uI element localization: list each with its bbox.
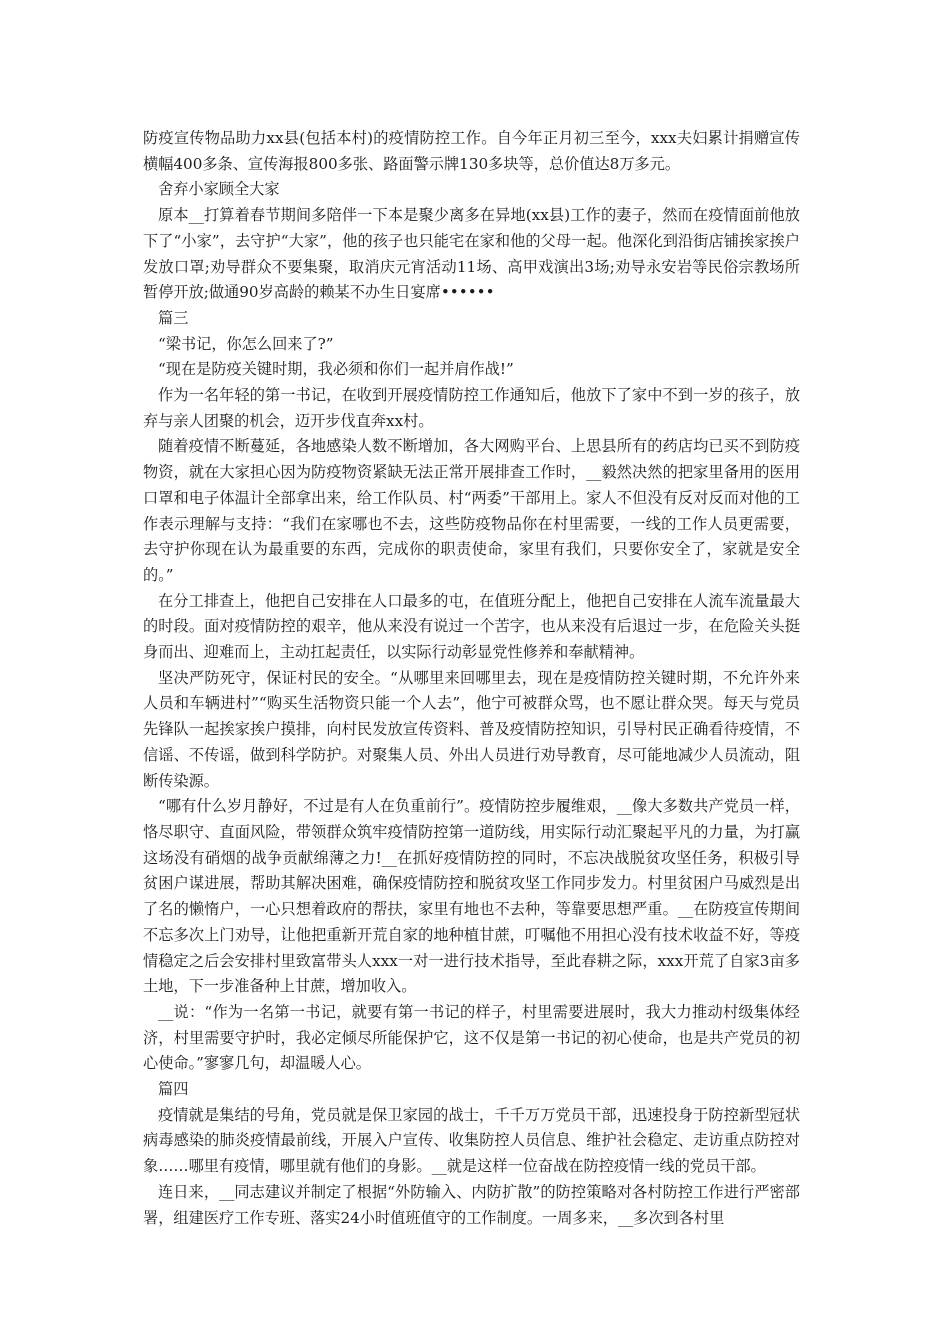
paragraph: 疫情就是集结的号角，党员就是保卫家园的战士，千千万万党员干部，迅速投身于防控新型冠状病毒感染的肺炎疫情最前线，开展入户宣传、收集防控人员信息、维护社会稳定、走访重点防控对象……哪里有疫情，哪里就有他们的身影。__就是这样一位奋战在防控疫情一线的党员干部。: [143, 1105, 800, 1176]
paragraph: 随着疫情不断蔓延，各地感染人数不断增加，各大网购平台、上思县所有的药店均已买不到防疫物资，就在大家担心因为防疫物资紧缺无法正常开展排查工作时，__毅然决然的把家里备用的医用口罩和电子体温计全部拿出来，给工作队员、村“两委”干部用上。家人不但没有反对反而对他的工作表示理解与支持：“我们在家哪也不去，这些防疫物品你在村里需要，一线的工作人员更需要，去守护你现在认为最重要的东西，完成你的职责使命，家里有我们，只要你安全了，家就是安全的。”: [143, 437, 800, 584]
paragraph: 在分工排查上，他把自己安排在人口最多的屯，在值班分配上，他把自己安排在人流车流量最大的时段。面对疫情防控的艰辛，他从来没有说过一个苦字，也从来没有后退过一步，在危险关头挺身而出、迎难而上，主动扛起责任，以实际行动彰显党性修养和奉献精神。: [143, 591, 800, 662]
section-heading-pian-si: 篇四: [158, 1080, 189, 1099]
quote-line: “梁书记，你怎么回来了?”: [158, 334, 334, 353]
section-heading-pian-san: 篇三: [158, 308, 189, 327]
paragraph: __说：“作为一名第一书记，就要有第一书记的样子，村里需要进展时，我大力推动村级集体经济，村里需要守护时，我必定倾尽所能保护它，这不仅是第一书记的初心使命，也是共产党员的初心使命。”寥寥几句，却温暖人心。: [143, 1002, 800, 1073]
paragraph: 连日来，__同志建议并制定了根据“外防输入、内防扩散”的防控策略对各村防控工作进行严密部署，组建医疗工作专班、落实24小时值班值守的工作制度。一周多来，__多次到各村里: [143, 1182, 800, 1227]
quote-line: “现在是防疫关键时期，我必须和你们一起并肩作战!”: [158, 360, 514, 379]
paragraph: 防疫宣传物品助力xx县(包括本村)的疫情防控工作。自今年正月初三至今，xxx夫妇累计捐赠宣传横幅400多条、宣传海报800多张、路面警示牌130多块等，总价值达8万多元。: [143, 129, 800, 173]
paragraph: 作为一名年轻的第一书记，在收到开展疫情防控工作通知后，他放下了家中不到一岁的孩子，放弃与亲人团聚的机会，迈开步伐直奔xx村。: [143, 386, 800, 430]
paragraph: “哪有什么岁月静好，不过是有人在负重前行”。疫情防控步履维艰，__像大多数共产党员一样，恪尽职守、直面风险，带领群众筑牢疫情防控第一道防线，用实际行动汇聚起平凡的力量，为打赢这场没有硝烟的战争贡献绵薄之力!__在抓好疫情防控的同时，不忘决战脱贫攻坚任务，积极引导贫困户谋进展，帮助其解决困难，确保疫情防控和脱贫攻坚工作同步发力。村里贫困户马威烈是出了名的懒惰户，一心只想着政府的帮扶，家里有地也不去种，等靠要思想严重。__在防疫宣传期间不忘多次上门劝导，让他把重新开荒自家的地种植甘蔗，叮嘱他不用担心没有技术收益不好，等疫情稳定之后会安排村里致富带头人xxx一对一进行技术指导，至此春耕之际，xxx开荒了自家3亩多土地，下一步准备种上甘蔗，增加收入。: [143, 797, 800, 996]
paragraph: 原本__打算着春节期间多陪伴一下本是聚少离多在异地(xx县)工作的妻子，然而在疫情面前他放下了“小家”，去守护“大家”，他的孩子也只能宅在家和他的父母一起。他深化到沿街店铺挨家挨户发放口罩;劝导群众不要集聚，取消庆元宵活动11场、高甲戏演出3场;劝导永安岩等民俗宗教场所暂停开放;做通90岁高龄的赖某不办生日宴席••••••: [143, 206, 800, 302]
paragraph: 坚决严防死守，保证村民的安全。“从哪里来回哪里去，现在是疫情防控关键时期，不允许外来人员和车辆进村”“购买生活物资只能一个人去”，他宁可被群众骂，也不愿让群众哭。每天与党员先锋队一起挨家挨户摸排，向村民发放宣传资料、普及疫情防控知识，引导村民正确看待疫情，不信谣、不传谣，做到科学防护。对聚集人员、外出人员进行劝导教育，尽可能地减少人员流动，阻断传染源。: [143, 668, 800, 790]
document-body: [143, 126, 800, 1231]
section-subtitle: 舍弃小家顾全大家: [158, 180, 280, 199]
